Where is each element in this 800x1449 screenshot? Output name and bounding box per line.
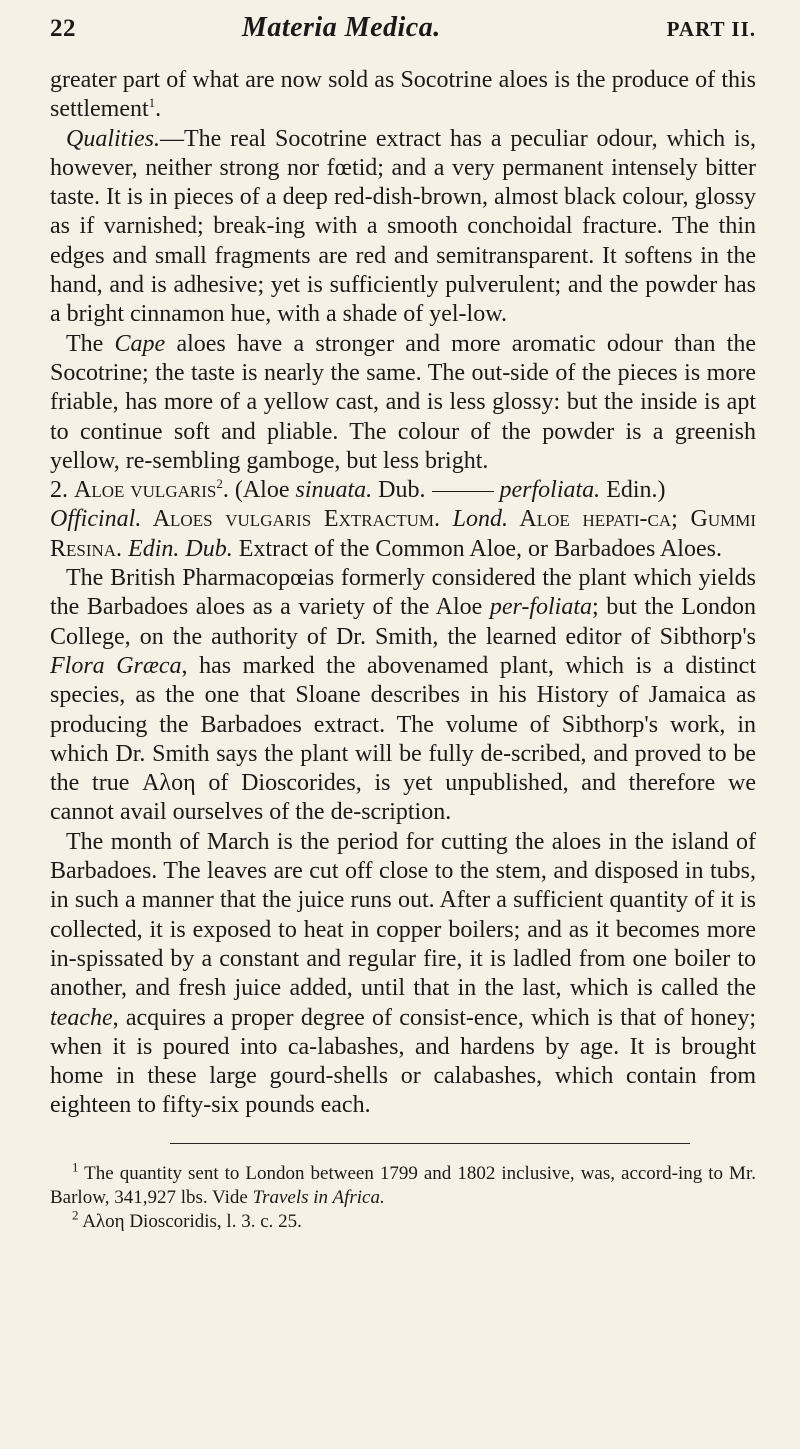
- section-heading: Aloe vulgaris: [74, 477, 217, 504]
- paragraph-text: —The real Socotrine extract has a peculiar odour, which is, however, neither strong nor fœtid; and a very permanent intensely bitter taste. It is in pieces of a deep red-dish-brown, almost black colour, glossy as if varnished; break-ing with a smooth conchoidal fracture. The thin edges and small fragments are red and semitransparent. It softens in the hand, and is adhesive; yet is sufficiently pulverulent; and the powder has a bright cinnamon hue, with a shade of yel-low.: [50, 125, 756, 328]
- paragraph-text: Extract of the Common Aloe, or Barbadoes Aloes.: [232, 535, 722, 562]
- body-text: [50, 66, 756, 1121]
- paragraph-qualities: [50, 125, 756, 330]
- paragraph-text: , has marked the abovenamed plant, which is a distinct species, as the one that Sloane describes in his History of Jamaica as producing the Barbadoes extract. The volume of Sibthorp's work, in which Dr. Smith says the plant will be fully de-scribed, and proved to be the true Αλοη of Dioscorides, is yet unpublished, and therefore we cannot avail ourselves of the de-scription.: [50, 652, 756, 826]
- paragraph-text: ; but the London College, on the authority of Dr. Smith, the learned editor of Sibthorp's: [50, 594, 756, 650]
- em-rule: [432, 491, 494, 492]
- officinal-name: Aloes vulgaris Extractum.: [141, 506, 440, 533]
- footnote-marker: 2: [72, 1207, 79, 1223]
- book-title: Flora Græca: [50, 652, 182, 679]
- species-name: sinuata.: [295, 477, 373, 504]
- species-name: perfoliata.: [499, 477, 601, 504]
- page-number: 22: [50, 15, 76, 42]
- paragraph-cape-aloes: [50, 330, 756, 476]
- footnotes: [50, 1159, 756, 1234]
- footnote-2: [50, 1207, 756, 1234]
- species-name: per-foliata: [489, 594, 593, 621]
- book-title: Travels in Africa.: [252, 1186, 385, 1208]
- section-number: 2.: [50, 477, 68, 504]
- footnote-divider: [170, 1143, 690, 1144]
- cape-term: Cape: [114, 330, 166, 357]
- footnote-1: [50, 1159, 756, 1210]
- paragraph-settlement: [50, 66, 756, 125]
- paragraph-text: greater part of what are now sold as Socotrine aloes is the produce of this settlement: [50, 67, 756, 123]
- paragraph-text: The month of March is the period for cutting the aloes in the island of Barbadoes. The leaves are cut off close to the stem, and disposed in tubs, in such a manner that the juice runs out. After a sufficient quantity of it is collected, it is exposed to heat in copper boilers; and as it becomes more in-spissated by a constant and regular fire, it is ladled from one boiler to another, and fresh juice added, until that in the last, which is called the: [50, 828, 756, 1002]
- pharmacopoeia-ref: Edin. Dub.: [122, 535, 233, 562]
- footnote-ref: 2: [216, 476, 223, 492]
- footnote-marker: 1: [72, 1159, 79, 1175]
- paragraph-text: .: [155, 96, 162, 123]
- paragraph-text: The: [66, 330, 115, 357]
- footnote-ref: 1: [148, 95, 156, 111]
- paragraph-aloe-vulgaris: [50, 476, 756, 564]
- footnote-text: The quantity sent to London between 1799 and 1802 inclusive, was, accord-ing to Mr. Barlow, 341,927 lbs. Vide: [50, 1162, 756, 1208]
- footnote-text: Αλοη Dioscoridis, l. 3. c. 25.: [82, 1210, 302, 1232]
- paragraph-march-harvest: [50, 828, 756, 1121]
- running-header: [50, 12, 756, 66]
- paragraph-text: Dub.: [372, 477, 426, 504]
- paragraph-text: . (Aloe: [222, 477, 296, 504]
- paragraph-text: , acquires a proper degree of consist-ence, which is that of honey; when it is poured into ca-labashes, and hardens by age. It is brought home in these large gourd-shells or calabashes, which contain from eighteen to fifty-six pounds each.: [50, 1004, 756, 1119]
- running-title: Materia Medica.: [241, 12, 441, 43]
- paragraph-text: The British Pharmacopœias formerly considered the plant which yields the Barbadoes aloes as a variety of the Aloe: [50, 565, 756, 621]
- qualities-label: Qualities.: [66, 125, 160, 152]
- part-label: PART II.: [666, 17, 756, 41]
- officinal-label: Officinal.: [50, 506, 142, 533]
- paragraph-text: Edin.): [600, 477, 666, 504]
- officinal-name: Aloe hepati-ca; Gummi Resina.: [50, 506, 756, 562]
- pharmacopoeia-ref: Lond.: [439, 506, 509, 533]
- teache-term: teache: [50, 1004, 113, 1031]
- paragraph-text: aloes have a stronger and more aromatic odour than the Socotrine; the taste is nearly the same. The out-side of the pieces is more friable, has more of a yellow cast, and is less glossy: but the inside is apt to continue soft and pliable. The colour of the powder is a greenish yellow, re-sembling gamboge, but less bright.: [50, 330, 756, 474]
- paragraph-british-pharmacopoeias: [50, 564, 756, 828]
